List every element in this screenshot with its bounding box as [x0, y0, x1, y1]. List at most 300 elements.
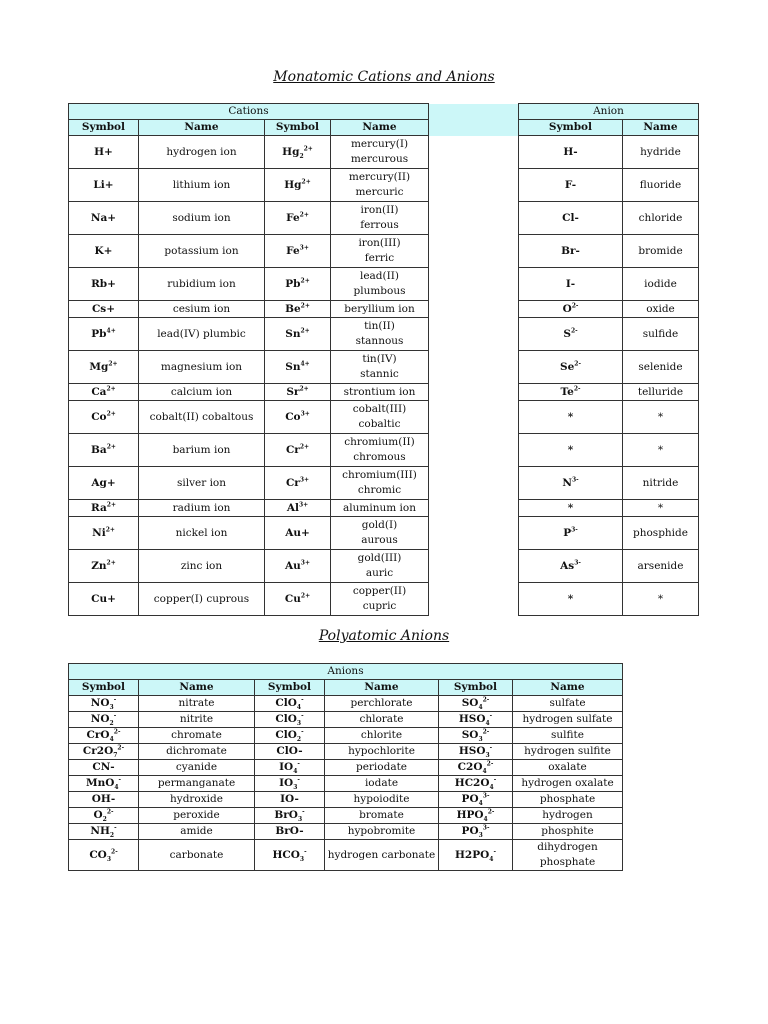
anion-name [623, 467, 699, 500]
name-text: * [657, 443, 664, 456]
anion-name [139, 824, 255, 840]
cation-name [139, 401, 265, 434]
cation-symbol [265, 268, 331, 301]
count-sub: 4 [296, 704, 302, 712]
gap [429, 517, 519, 550]
anion-name [623, 384, 699, 401]
charge-sup: 2+ [299, 211, 309, 218]
cation-symbol [69, 500, 139, 517]
anion-symbol [255, 840, 325, 871]
cation-symbol [69, 434, 139, 467]
anion-symbol [255, 696, 325, 712]
name-text: iron(III) [358, 237, 401, 249]
anion-symbol [69, 776, 139, 792]
symbol-text: PO [461, 793, 479, 805]
monatomic-table [68, 103, 699, 616]
name-text: barium ion [172, 443, 231, 456]
name-text: periodate [355, 761, 408, 773]
anion-symbol [439, 776, 513, 792]
name-text: ferric [364, 252, 395, 264]
cation-symbol [265, 384, 331, 401]
cation-name [331, 384, 429, 401]
cation-name [139, 583, 265, 616]
cation-name [331, 517, 429, 550]
symbol-text: HC2O [454, 777, 490, 789]
name-text: dihydrogen phosphate [537, 841, 598, 868]
symbol-text: C2O [457, 761, 483, 773]
charge-sup: 2- [486, 760, 494, 768]
name-text: lithium ion [172, 178, 231, 191]
name-text: chromate [171, 729, 222, 741]
charge-sup: 2+ [106, 501, 116, 508]
cation-name [139, 268, 265, 301]
symbol-text: CN- [92, 761, 115, 773]
count-sub: 4 [482, 768, 487, 776]
anion-symbol [255, 776, 325, 792]
symbol-text: S [563, 327, 571, 340]
symbol-text: Co [91, 410, 107, 423]
charge-sup: 3- [571, 476, 579, 483]
cation-name [139, 517, 265, 550]
cation-symbol [265, 318, 331, 351]
anion-name [623, 351, 699, 384]
table-row [69, 136, 699, 169]
name-text: ferrous [360, 219, 399, 231]
name-text: tin(IV) [362, 353, 397, 365]
table-row [69, 744, 623, 760]
symbol-text: ClO [275, 697, 297, 709]
anion-symbol [69, 840, 139, 871]
anion-header: Anion [519, 104, 699, 120]
charge-sup: 2+ [299, 385, 309, 392]
name-text: stannic [360, 368, 399, 380]
symbol-text: * [567, 501, 574, 514]
anion-symbol [519, 202, 623, 235]
name-text: calcium ion [170, 385, 233, 398]
symbol-text: HPO [456, 809, 484, 821]
name-text: perchlorate [350, 697, 413, 709]
name-text: chloride [638, 211, 683, 224]
name-text: zinc ion [180, 559, 223, 572]
count-sub: 3 [299, 855, 305, 863]
anions-header: Anions [69, 664, 623, 680]
anion-name [139, 792, 255, 808]
anion-symbol [439, 792, 513, 808]
anion-symbol [255, 744, 325, 760]
name-text: potassium ion [164, 244, 239, 257]
symbol-text: H+ [94, 145, 113, 158]
name-text: rubidium ion [167, 277, 236, 290]
name-text: telluride [637, 385, 684, 398]
anion-name [139, 776, 255, 792]
charge-sup: 2- [574, 360, 581, 367]
table-row [69, 202, 699, 235]
anion-name [325, 776, 439, 792]
symbol-text: O [562, 302, 572, 315]
anion-name [513, 696, 623, 712]
anion-name [623, 301, 699, 318]
name-text: phosphate [539, 793, 596, 805]
cation-symbol [265, 467, 331, 500]
symbol-text: H2PO [455, 848, 490, 861]
symbol-text: Cl- [562, 211, 579, 224]
charge-sup: - [297, 776, 300, 784]
name-text: hydrogen oxalate [521, 777, 614, 789]
cation-name [331, 434, 429, 467]
anion-name [623, 517, 699, 550]
anion-name [325, 760, 439, 776]
symbol-text: HCO [272, 848, 300, 861]
symbol-text: O [93, 809, 103, 821]
charge-sup: 2+ [303, 145, 313, 152]
name-text: cyanide [175, 761, 218, 773]
symbol-text: NO [90, 713, 110, 725]
charge-sup: 3+ [299, 476, 310, 483]
charge-sup: 2+ [301, 178, 311, 185]
anion-name [513, 792, 623, 808]
cation-name [331, 202, 429, 235]
count-sub: 4 [483, 816, 488, 824]
charge-sup: 2- [113, 728, 121, 736]
symbol-text: I- [565, 277, 576, 290]
anion-name [623, 268, 699, 301]
name-text: bromide [638, 244, 683, 257]
cation-symbol [265, 169, 331, 202]
count-sub: 2 [296, 736, 302, 744]
monatomic-title: Monatomic Cations and Anions [273, 69, 495, 85]
charge-sup: 3+ [300, 559, 310, 566]
name-text: hydrogen sulfite [524, 745, 611, 757]
name-text: hydrogen sulfate [522, 713, 613, 725]
name-text: sulfide [642, 327, 679, 340]
col-symbol: Symbol [519, 120, 623, 136]
anion-symbol [69, 760, 139, 776]
name-text: beryllium ion [344, 302, 415, 315]
charge-sup: - [301, 696, 304, 704]
symbol-text: Hg [284, 178, 302, 191]
count-sub: 4 [293, 768, 298, 776]
name-text: phosphite [541, 825, 594, 837]
charge-sup: 4+ [106, 327, 116, 334]
table-row [69, 517, 699, 550]
charge-sup: 2+ [106, 443, 116, 450]
symbol-text: Rb+ [91, 277, 116, 290]
name-text: cobaltic [358, 418, 401, 430]
symbol-text: Ba [91, 443, 107, 456]
cation-name [139, 202, 265, 235]
charge-sup: 3+ [299, 244, 309, 251]
symbol-text: Fe [286, 211, 300, 224]
charge-sup: 2+ [106, 385, 116, 392]
anion-name [325, 744, 439, 760]
charge-sup: 2- [482, 728, 490, 736]
name-text: mercury(II) mercuric [348, 171, 411, 198]
col-name: Name [139, 680, 255, 696]
count-sub: 7 [113, 752, 118, 760]
cation-name [331, 401, 429, 434]
name-text: plumbous [353, 285, 406, 297]
gap [429, 318, 519, 351]
charge-sup: 3- [482, 824, 490, 832]
anion-name [513, 712, 623, 728]
cation-symbol [265, 434, 331, 467]
anion-symbol [439, 744, 513, 760]
name-text: * [657, 410, 664, 423]
symbol-text: H- [563, 145, 578, 158]
symbol-text: * [567, 592, 574, 605]
anion-symbol [519, 318, 623, 351]
name-text: hypochlorite [348, 745, 415, 757]
symbol-text: Cu [284, 592, 301, 605]
anion-symbol [439, 696, 513, 712]
gap [429, 136, 519, 169]
count-sub: 4 [489, 784, 494, 792]
charge-sup: - [113, 712, 117, 720]
anion-symbol [519, 434, 623, 467]
name-text: selenide [638, 360, 683, 373]
charge-sup: - [302, 808, 305, 816]
name-text: cobalt(II) cobaltous [149, 410, 254, 423]
count-sub: 3 [293, 784, 298, 792]
anion-name [139, 760, 255, 776]
charge-sup: 2- [482, 696, 490, 704]
anion-name [513, 808, 623, 824]
cation-symbol [69, 235, 139, 268]
name-text: copper(I) cuprous [153, 592, 250, 605]
gap [429, 401, 519, 434]
anion-symbol [69, 712, 139, 728]
anion-name [623, 434, 699, 467]
count-sub: 3 [109, 704, 114, 712]
col-symbol: Symbol [265, 120, 331, 136]
charge-sup: - [304, 848, 307, 855]
anion-symbol [519, 301, 623, 318]
table-row [69, 169, 699, 202]
table-row [69, 550, 699, 583]
charge-sup: 2+ [300, 592, 311, 599]
charge-sup: 2- [111, 848, 118, 855]
name-text: mercury(I) [350, 138, 409, 150]
charge-sup: - [113, 696, 117, 704]
cation-symbol [69, 384, 139, 401]
name-text: magnesium ion [160, 360, 243, 373]
cation-symbol [69, 202, 139, 235]
cation-symbol [69, 318, 139, 351]
cation-symbol [265, 301, 331, 318]
name-text: nitrite [179, 713, 214, 725]
cation-name [331, 268, 429, 301]
anion-symbol [69, 808, 139, 824]
symbol-text: Cs+ [91, 302, 116, 315]
name-text: fluoride [639, 178, 682, 191]
symbol-text: Au+ [285, 526, 310, 539]
anion-symbol [69, 792, 139, 808]
anion-symbol [255, 728, 325, 744]
symbol-text: IO [279, 761, 294, 773]
anion-name [623, 401, 699, 434]
cation-name [139, 467, 265, 500]
name-text: chromic [357, 484, 402, 496]
gap [429, 550, 519, 583]
symbol-text: Sr [286, 385, 300, 398]
cation-name [139, 136, 265, 169]
symbol-text: CO [89, 848, 107, 861]
symbol-text: SO [461, 729, 479, 741]
anion-name [139, 696, 255, 712]
name-text: nitrate [178, 697, 215, 709]
col-name: Name [623, 120, 699, 136]
cation-symbol [265, 500, 331, 517]
gap [429, 583, 519, 616]
anion-symbol [519, 583, 623, 616]
symbol-text: NO [90, 697, 110, 709]
count-sub: 3 [478, 832, 483, 840]
symbol-text: Sn [285, 360, 301, 373]
symbol-text: Pb [285, 277, 301, 290]
cation-symbol [69, 268, 139, 301]
name-text: auric [365, 567, 394, 579]
name-text: peroxide [173, 809, 220, 821]
name-text: stannous [355, 335, 404, 347]
name-text: oxalate [548, 761, 587, 773]
cation-symbol [265, 401, 331, 434]
anion-symbol [69, 744, 139, 760]
cation-name [139, 301, 265, 318]
col-symbol: Symbol [439, 680, 513, 696]
charge-sup: - [493, 848, 496, 855]
charge-sup: 2+ [299, 443, 310, 450]
count-sub: 3 [106, 855, 112, 863]
anion-symbol [439, 824, 513, 840]
gap [429, 235, 519, 268]
symbol-text: Ra [91, 501, 107, 514]
cation-symbol [69, 583, 139, 616]
name-text: chromium(III) [342, 469, 417, 481]
anion-name [325, 792, 439, 808]
name-text: bromate [359, 809, 404, 821]
symbol-text: ClO [275, 713, 297, 725]
name-text: hydrogen carbonate [327, 848, 436, 861]
table-row [69, 792, 623, 808]
name-text: permanganate [157, 777, 236, 789]
count-sub: 2 [102, 816, 107, 824]
anion-name [139, 712, 255, 728]
name-text: aurous [361, 534, 398, 546]
charge-sup: - [493, 776, 497, 784]
name-text: sulfite [551, 729, 584, 741]
count-sub: 3 [485, 752, 490, 760]
symbol-text: Li+ [93, 178, 114, 191]
gap [429, 120, 519, 136]
name-text: tin(II) [364, 320, 395, 332]
charge-sup: 2- [573, 385, 581, 392]
count-sub: 3 [296, 720, 302, 728]
cation-symbol [265, 136, 331, 169]
name-text: lead(IV) plumbic [157, 327, 246, 340]
symbol-text: N [562, 476, 572, 489]
anion-name [623, 583, 699, 616]
anion-symbol [519, 351, 623, 384]
table-row [69, 500, 699, 517]
cation-symbol [265, 351, 331, 384]
anion-symbol [439, 760, 513, 776]
charge-sup: 2+ [108, 360, 118, 367]
symbol-text: * [567, 443, 574, 456]
cation-name [331, 550, 429, 583]
anion-name [325, 728, 439, 744]
anion-name [325, 840, 439, 871]
charge-sup: 3- [574, 559, 581, 566]
table-row [69, 467, 699, 500]
cation-name [331, 500, 429, 517]
cation-name [139, 500, 265, 517]
symbol-text: NH [90, 825, 110, 837]
name-text: silver ion [176, 476, 227, 489]
table-row [69, 235, 699, 268]
cation-symbol [265, 202, 331, 235]
polyatomic-table [68, 663, 623, 871]
anion-name [139, 728, 255, 744]
name-text: arsenide [637, 559, 684, 572]
anion-name [325, 808, 439, 824]
anion-symbol [255, 712, 325, 728]
table-row [69, 434, 699, 467]
name-text: cesium ion [172, 302, 231, 315]
symbol-text: Cu+ [91, 592, 116, 605]
anion-symbol [69, 728, 139, 744]
symbol-text: Sn [285, 327, 301, 340]
anion-symbol [255, 808, 325, 824]
anion-name [325, 696, 439, 712]
symbol-text: Na+ [90, 211, 117, 224]
name-text: cobalt(III) [352, 403, 407, 415]
name-text: copper(II) [352, 585, 407, 597]
symbol-text: K+ [94, 244, 113, 257]
symbol-text: Br- [561, 244, 580, 257]
anion-symbol [69, 824, 139, 840]
charge-sup: - [489, 712, 493, 720]
anion-symbol [255, 760, 325, 776]
anion-name [139, 744, 255, 760]
cation-name [331, 467, 429, 500]
symbol-text: ClO [275, 729, 297, 741]
anion-symbol [519, 235, 623, 268]
name-text: iodide [644, 277, 677, 290]
symbol-text: Ag+ [91, 476, 116, 489]
charge-sup: 2+ [300, 302, 310, 309]
col-name: Name [325, 680, 439, 696]
cation-name [331, 351, 429, 384]
gap [429, 434, 519, 467]
symbol-text: IO- [280, 793, 299, 805]
anion-name [513, 776, 623, 792]
gap [429, 467, 519, 500]
table-row [69, 776, 623, 792]
count-sub: 4 [478, 704, 483, 712]
name-text: iron(II) [360, 204, 399, 216]
anion-symbol [519, 467, 623, 500]
col-name: Name [139, 120, 265, 136]
gap [429, 500, 519, 517]
anion-name [623, 136, 699, 169]
table-row [69, 840, 623, 871]
symbol-text: BrO- [275, 825, 304, 837]
name-text: radium ion [172, 501, 231, 514]
gap [429, 351, 519, 384]
anion-name [513, 760, 623, 776]
symbol-text: Fe [286, 244, 300, 257]
symbol-text: Al [286, 501, 299, 514]
